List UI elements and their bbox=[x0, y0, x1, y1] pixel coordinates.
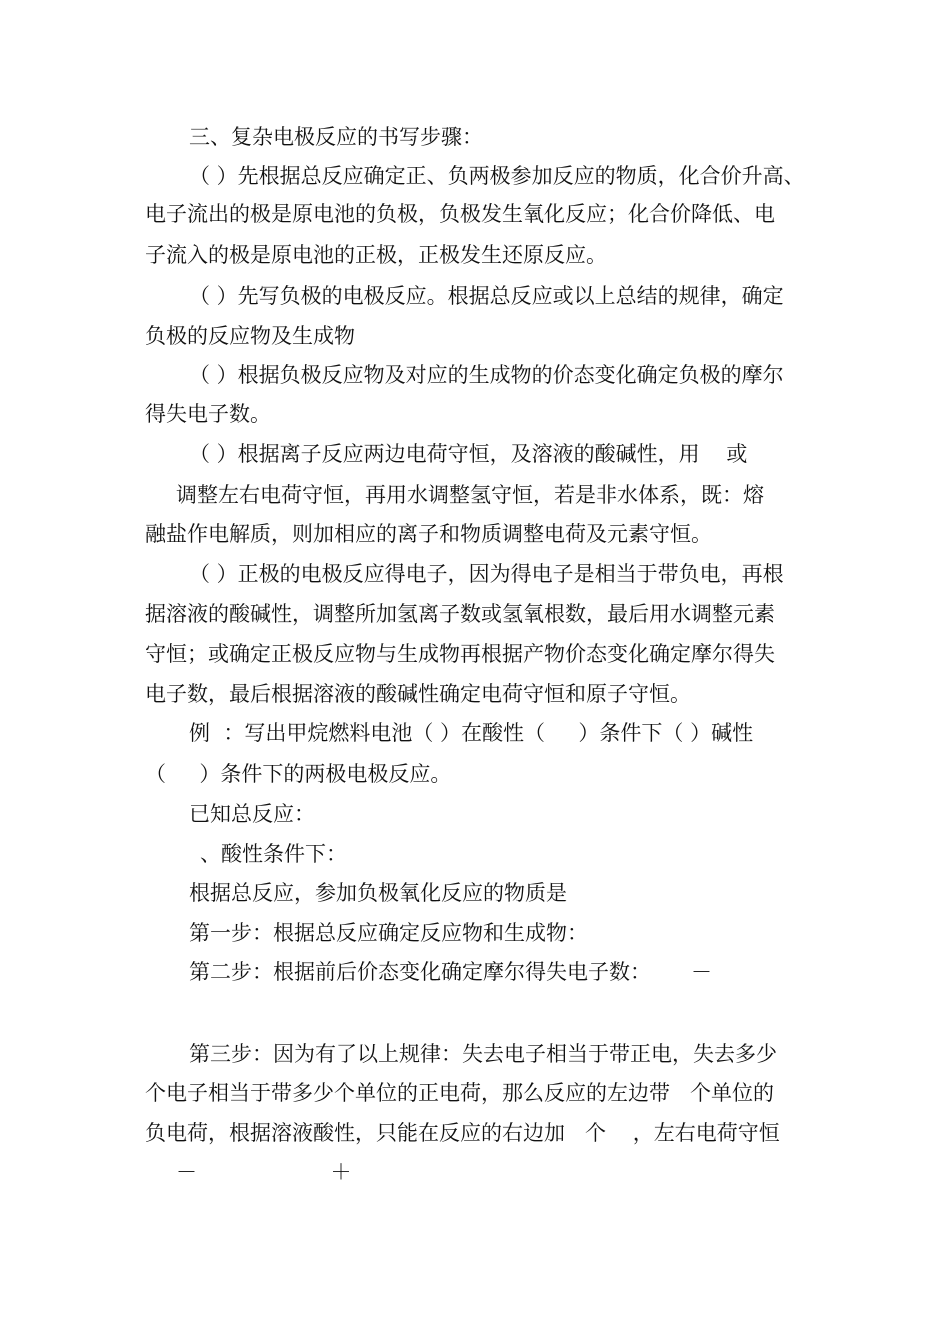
step-5-line-3: 守恒；或确定正极反应物与生成物再根据产物价态变化确定摩尔得失 bbox=[145, 642, 775, 666]
acid-condition-heading: 、酸性条件下： bbox=[200, 842, 347, 866]
step-1-line-2: 电子流出的极是原电池的负极，负极发生氧化反应；化合价降低、电 bbox=[145, 202, 775, 226]
step-2-line-2: 负极的反应物及生成物 bbox=[145, 324, 355, 348]
step-3-line-1: （ ）根据负极反应物及对应的生成物的价态变化确定负极的摩尔 bbox=[189, 363, 784, 387]
step-1-line-1: （ ）先根据总反应确定正、负两极参加反应的物质，化合价升高、 bbox=[189, 164, 805, 188]
negative-reactant-line: 根据总反应，参加负极氧化反应的物质是 bbox=[189, 881, 567, 905]
third-step-line-2: 个电子相当于带多少个单位的正电荷，那么反应的左边带 个单位的 bbox=[145, 1081, 775, 1105]
step-4-line-2: 调整左右电荷守恒，再用水调整氢守恒，若是非水体系，既：熔 bbox=[176, 483, 764, 507]
section-heading: 三、复杂电极反应的书写步骤： bbox=[189, 125, 483, 149]
first-step-line: 第一步：根据总反应确定反应物和生成物： bbox=[189, 921, 588, 945]
step-5-line-2: 据溶液的酸碱性，调整所加氢离子数或氢氧根数，最后用水调整元素 bbox=[145, 602, 775, 626]
third-step-line-3: 负电荷，根据溶液酸性，只能在反应的右边加 个 ，左右电荷守恒 bbox=[145, 1121, 780, 1145]
second-step-line: 第二步：根据前后价态变化确定摩尔得失电子数： － bbox=[189, 960, 713, 984]
total-reaction-label: 已知总反应： bbox=[189, 802, 315, 826]
step-5-line-4: 电子数，最后根据溶液的酸碱性确定电荷守恒和原子守恒。 bbox=[145, 682, 691, 706]
step-2-line-1: （ ）先写负极的电极反应。根据总反应或以上总结的规律，确定 bbox=[189, 284, 784, 308]
example-line-1: 例 ：写出甲烷燃料电池（ ）在酸性（ ）条件下（ ）碱性 bbox=[189, 721, 754, 745]
third-step-line-1: 第三步：因为有了以上规律：失去电子相当于带正电，失去多少 bbox=[189, 1042, 777, 1066]
step-1-line-3: 子流入的极是原电池的正极，正极发生还原反应。 bbox=[145, 243, 607, 267]
step-3-line-2: 得失电子数。 bbox=[145, 402, 271, 426]
example-line-2: （ ）条件下的两极电极反应。 bbox=[145, 762, 452, 786]
step-5-line-1: （ ）正极的电极反应得电子，因为得电子是相当于带负电，再根 bbox=[189, 562, 784, 586]
step-4-line-1: （ ）根据离子反应两边电荷守恒，及溶液的酸碱性，用 或 bbox=[189, 442, 748, 466]
charge-signs-line: － ＋ bbox=[176, 1160, 352, 1184]
step-4-line-3: 融盐作电解质，则加相应的离子和物质调整电荷及元素守恒。 bbox=[145, 522, 712, 546]
